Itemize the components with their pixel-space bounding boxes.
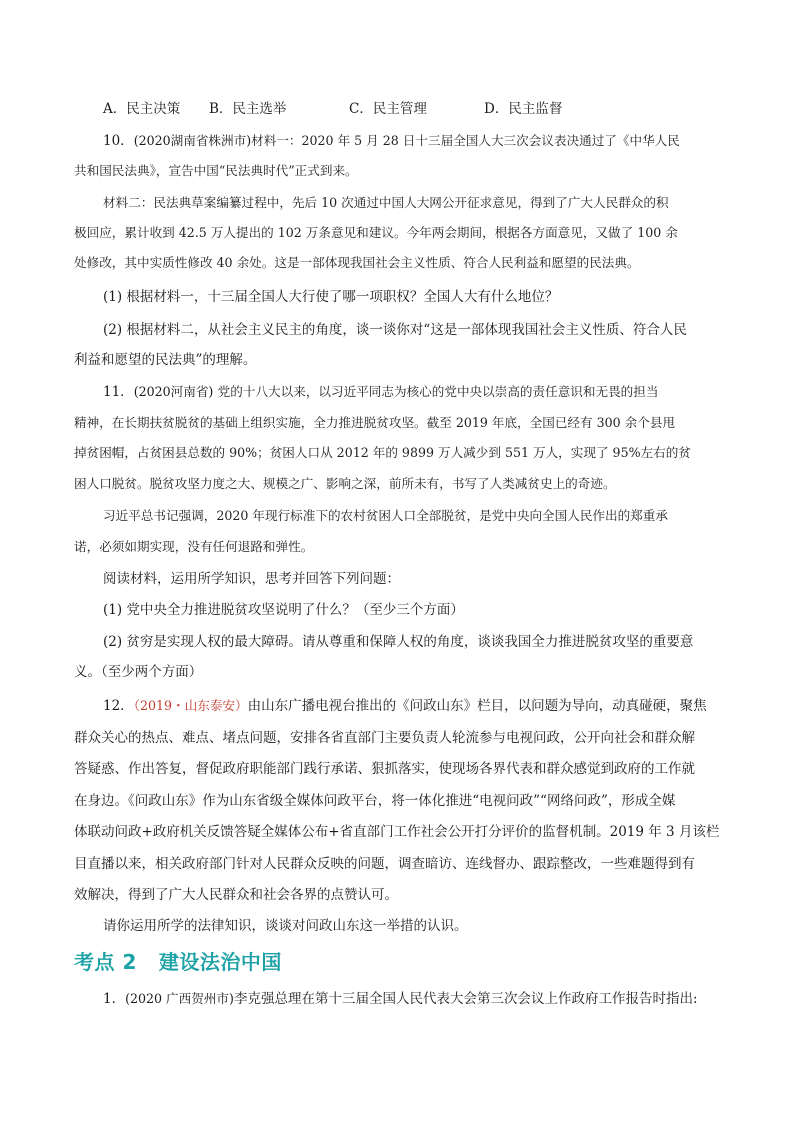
option-c: C．民主管理 [349, 101, 427, 117]
section-label: 考点 2 [74, 950, 137, 974]
q10-material-2-line-1: 材料二：民法典草案编纂过程中，先后 10 次通过中国人大网公开征求意见，得到了广大人民群众的积 [103, 195, 669, 210]
question-number: 12． [103, 698, 134, 714]
q10-material-1-text: 材料一：2020 年 5 月 28 日十三届全国人大三次会议表决通过了《中华人民 [251, 133, 680, 148]
option-b: B．民主选举 [209, 101, 287, 117]
q12-text-line-4: 在身边。《问政山东》作为山东省级全媒体问政平台，将一体化推进“电视问政”“网络问政”，形成全媒 [74, 793, 676, 809]
q12-text-line-6: 目直播以来，相关政府部门针对人民群众反映的问题，调查暗访、连线督办、跟踪整改，一些难题得到有 [74, 856, 695, 872]
q10-line-2: 共和国民法典》，宣告中国“民法典时代”正式到来。 [74, 163, 358, 178]
q11-subquestion-1: (1) 党中央全力推进脱贫攻坚说明了什么？（至少三个方面） [103, 602, 464, 618]
question-source: (2020 广西贺州市) [125, 991, 234, 1006]
question-source: (2020河南省) [133, 384, 214, 399]
question-number: 1． [103, 991, 126, 1007]
s2-q1-text: 李克强总理在第十三届全国人民代表大会第三次会议上作政府工作报告时指出: [233, 991, 698, 1007]
q11-paragraph-1-text: 党的十八大以来，以习近平同志为核心的党中央以崇高的责任意识和无畏的担当 [217, 384, 659, 399]
q10-subquestion-2-line-2: 利益和愿望的民法典”的理解。 [74, 352, 257, 368]
option-a: A．民主决策 [103, 101, 181, 117]
question-number: 10． [103, 133, 134, 149]
q11-paragraph-1-line-3: 掉贫困帽，占贫困县总数的 90%；贫困人口从 2012 年的 9899 万人减少到 551 万人，实现了 95%左右的贫 [74, 445, 691, 460]
q12-text-line-3: 答疑惑、作出答复，督促政府职能部门践行承诺、狠抓落实，使现场各界代表和群众感觉到政府的工作就 [74, 761, 695, 777]
q11-paragraph-2-line-1: 习近平总书记强调，2020 年现行标准下的农村贫困人口全部脱贫，是党中央向全国人民作出的郑重承 [103, 508, 668, 523]
q12-text-line-7: 效解决，得到了广大人民群众和社会各界的点赞认可。 [74, 887, 398, 903]
q10-material-2-line-2: 极回应，累计收到 42.5 万人提出的 102 万条意见和建议。今年两会期间，根据各方面意见，又做了 100 余 [74, 225, 678, 240]
q10-subquestion-2-line-1: (2) 根据材料二，从社会主义民主的角度，谈一谈你对“这是一部体现我国社会主义性质、符合人民 [103, 322, 687, 338]
q10-material-2-line-3: 处修改，其中实质性修改 40 余处。这是一部体现我国社会主义性质、符合人民利益和愿望的民法典。 [74, 255, 640, 270]
question-number: 11． [103, 384, 134, 400]
option-d: D．民主监督 [484, 101, 563, 117]
q11-prompt: 阅读材料，运用所学知识，思考并回答下列问题： [103, 571, 400, 587]
q12-text-line-2: 群众关心的热点、难点、堵点问题，安排各省直部门主要负责人轮流参与电视问政，公开向社会和群众解 [74, 730, 695, 746]
s2-q1-line-1 [103, 989, 698, 1009]
q12-line-1 [103, 696, 707, 716]
options-row [103, 99, 562, 119]
section-heading [74, 946, 282, 975]
q12-text-line-1: 由山东广播电视台推出的《问政山东》栏目，以问题为导向，动真碰硬，聚焦 [247, 698, 707, 714]
q12-text-line-5: 体联动问政+政府机关反馈答疑全媒体公布+省直部门工作社会公开打分评价的监督机制。2019 年 3 月该栏 [74, 824, 720, 840]
q11-paragraph-1-line-2: 精神，在长期扶贫脱贫的基础上组织实施，全力推进脱贫攻坚。截至 2019 年底，全国已经有 300 余个县甩 [74, 415, 676, 430]
question-source: (2020湖南省株洲市) [133, 133, 252, 148]
q10-line-1 [103, 131, 680, 151]
question-source: （2019・山东泰安） [133, 698, 248, 713]
q12-prompt: 请你运用所学的法律知识，谈谈对问政山东这一举措的认识。 [103, 918, 468, 934]
q11-paragraph-1-line-4: 困人口脱贫。脱贫攻坚力度之大、规模之广、影响之深，前所未有，书写了人类减贫史上的奇迹。 [74, 476, 616, 491]
q10-subquestion-1: (1) 根据材料一，十三届全国人大行使了哪一项职权？全国人大有什么地位？ [103, 289, 559, 305]
section-title: 建设法治中国 [158, 950, 282, 974]
q11-line-1 [103, 382, 658, 402]
q11-subquestion-2-line-1: (2) 贫穷是实现人权的最大障碍。请从尊重和保障人权的角度，谈谈我国全力推进脱贫攻坚的重要意 [103, 634, 694, 650]
q11-paragraph-2-line-2: 诺，必须如期实现，没有任何退路和弹性。 [74, 539, 314, 554]
q11-subquestion-2-line-2: 义。（至少两个方面） [74, 664, 203, 680]
